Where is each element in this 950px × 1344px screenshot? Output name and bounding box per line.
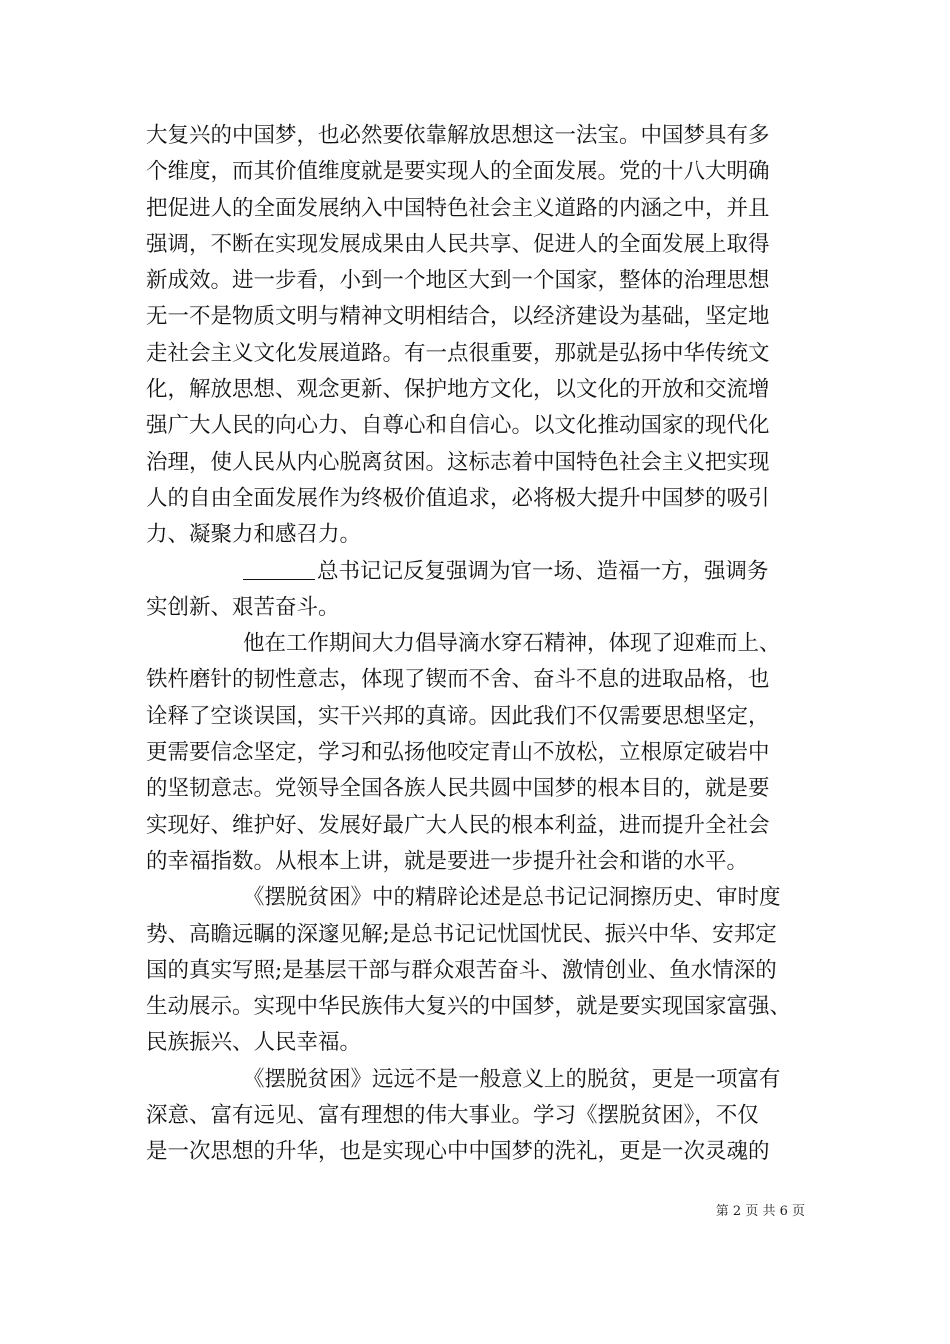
text-line: 走社会主义文化发展道路。有一点很重要，那就是弘扬中华传统文 [146,340,770,366]
text-line: 势、高瞻远瞩的深邃见解;是总书记记忧国忧民、振兴中华、安邦定 [146,921,777,947]
text-line: 强调，不断在实现发展成果由人民共享、促进人的全面发展上取得 [146,231,770,257]
text-line: 生动展示。实现中华民族伟大复兴的中国梦，就是要实现国家富强、 [146,994,792,1020]
paragraph-start-line [146,554,826,590]
text-line: 无一不是物质文明与精神文明相结合，以经济建设为基础，坚定地 [146,304,770,330]
paragraph-start-line: 他在工作期间大力倡导滴水穿石精神，体现了迎难而上、 [243,631,781,657]
text-line: 化，解放思想、观念更新、保护地方文化，以文化的开放和交流增 [146,377,770,403]
fill-in-blank [243,557,315,580]
text-line: 大复兴的中国梦，也必然要依靠解放思想这一法宝。中国梦具有多 [146,123,770,148]
text-line: 是一次思想的升华，也是实现心中中国梦的洗礼，更是一次灵魂的 [146,1139,770,1165]
text-line: 的坚韧意志。党领导全国各族人民共圆中国梦的根本目的，就是要 [146,776,770,802]
text-line: 诠释了空谈误国，实干兴邦的真谛。因此我们不仅需要思想坚定， [146,703,770,729]
text-line: 新成效。进一步看，小到一个地区大到一个国家，整体的治理思想 [146,268,770,294]
text-line: 个维度，而其价值维度就是要实现人的全面发展。党的十八大明确 [146,159,770,185]
text-line: 民族振兴、人民幸福。 [146,1030,362,1056]
paragraph-start-line: 《摆脱贫困》中的精辟论述是总书记记洞擦历史、审时度 [243,885,781,911]
text-line: 实现好、维护好、发展好最广大人民的根本利益，进而提升全社会 [146,812,770,838]
text-line: 深意、富有远见、富有理想的伟大事业。学习《摆脱贫困》，不仅 [146,1103,759,1129]
text-line: 强广大人民的向心力、自尊心和自信心。以文化推动国家的现代化 [146,413,770,439]
text-line: 人的自由全面发展作为终极价值追求，必将极大提升中国梦的吸引 [146,485,770,511]
text-line: 更需要信念坚定，学习和弘扬他咬定青山不放松，立根原定破岩中 [146,740,770,766]
text-line: 的幸福指数。从根本上讲，就是要进一步提升社会和谐的水平。 [146,848,749,874]
text-line: 铁杵磨针的韧性意志，体现了锲而不舍、奋斗不息的进取品格，也 [146,667,770,693]
text-line: 实创新、艰苦奋斗。 [146,594,340,620]
paragraph-start-line: 《摆脱贫困》远远不是一般意义上的脱贫，更是一项富有 [243,1066,781,1092]
text-segment: 总书记记反复强调为官一场、造福一方，强调务 [317,558,769,584]
text-line: 把促进人的全面发展纳入中国特色社会主义道路的内涵之中，并且 [146,195,770,221]
document-body [146,118,826,1171]
text-line: 国的真实写照;是基层干部与群众艰苦奋斗、激情创业、鱼水情深的 [146,957,777,983]
text-line: 治理，使人民从内心脱离贫困。这标志着中国特色社会主义把实现 [146,449,770,475]
text-line: 力、凝聚力和感召力。 [146,522,362,548]
page-number-footer: 第 2 页 共 6 页 [715,1204,805,1219]
